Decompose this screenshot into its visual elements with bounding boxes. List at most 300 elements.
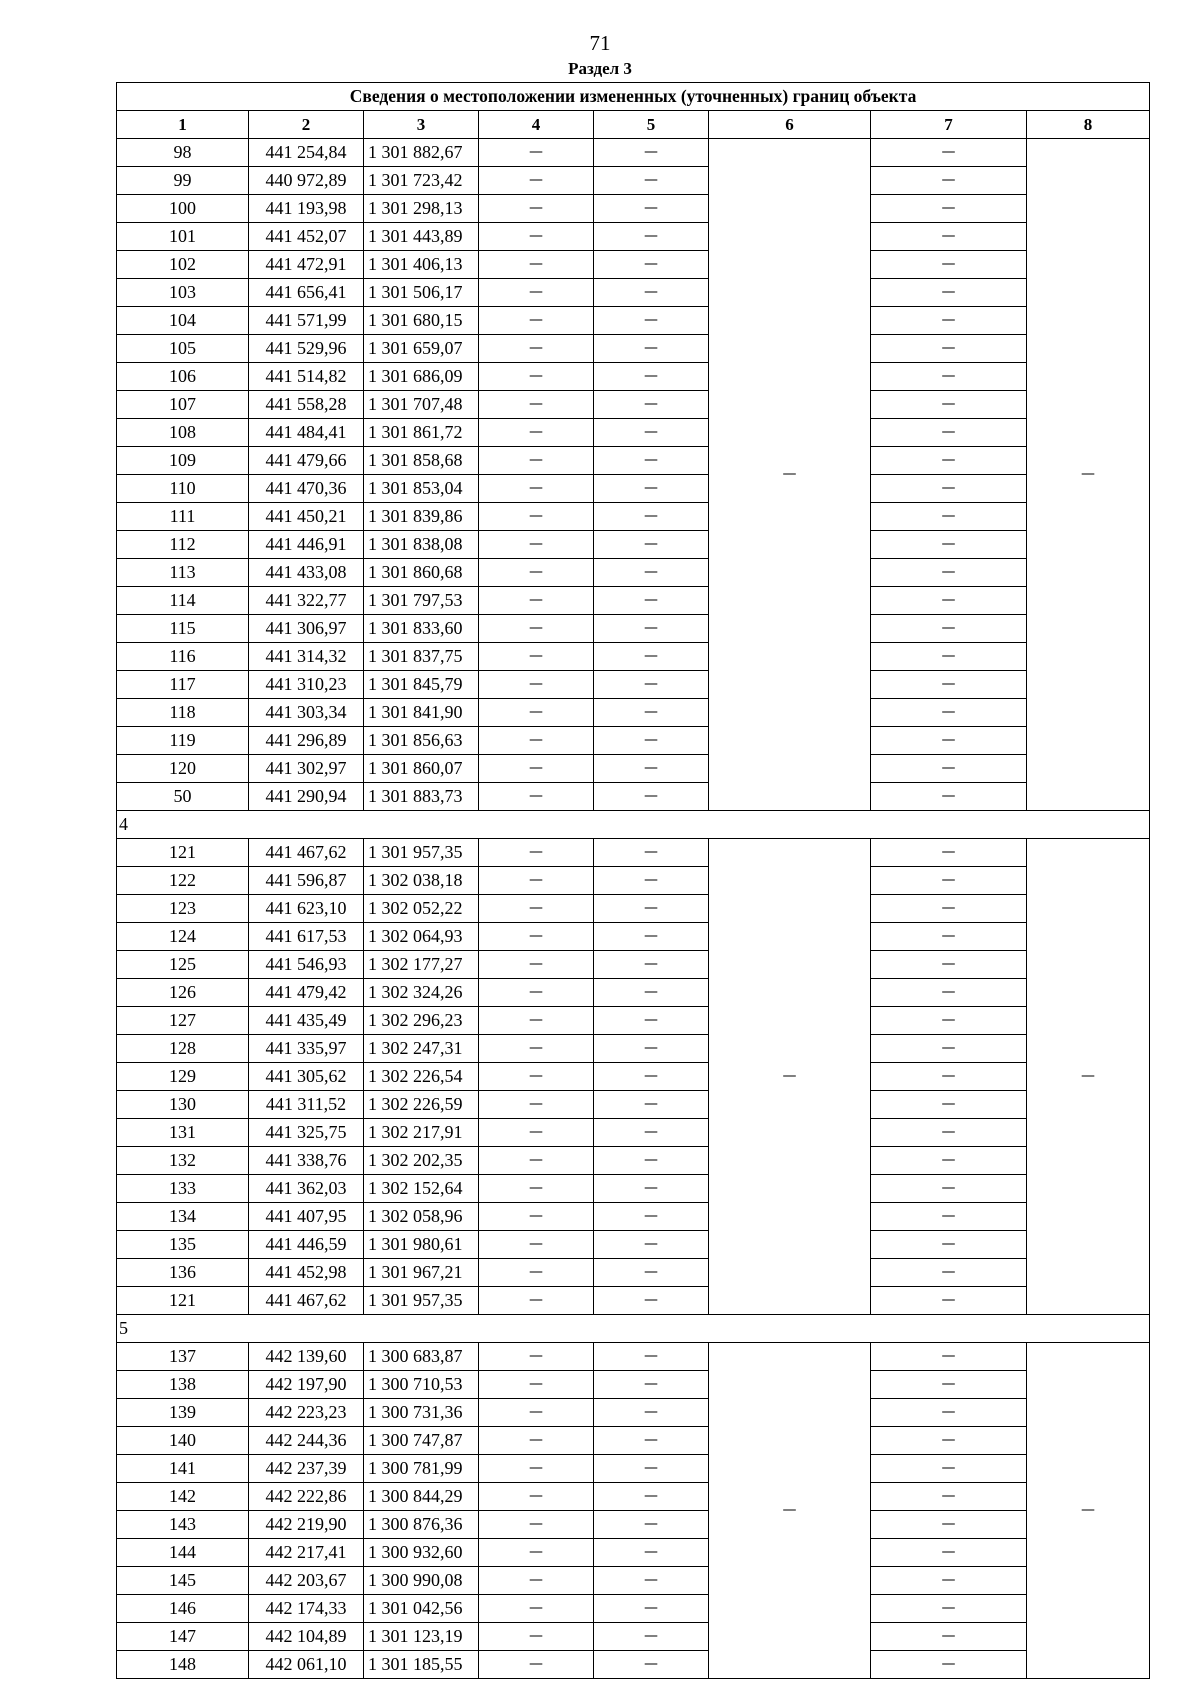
column-7-dash: — xyxy=(871,139,1027,167)
column-4-dash: — xyxy=(479,279,594,307)
group-header-row xyxy=(117,811,1150,839)
point-number-cell: 146 xyxy=(117,1595,249,1623)
column-4-dash: — xyxy=(479,1287,594,1315)
column-5-dash: — xyxy=(594,167,709,195)
column-4-dash: — xyxy=(479,1623,594,1651)
column-5-dash: — xyxy=(594,419,709,447)
point-number-cell: 144 xyxy=(117,1539,249,1567)
column-7-dash: — xyxy=(871,1147,1027,1175)
table-row xyxy=(117,671,1150,699)
column-4-dash: — xyxy=(479,1399,594,1427)
column-7-dash: — xyxy=(871,1623,1027,1651)
column-7-dash: — xyxy=(871,643,1027,671)
column-5-dash: — xyxy=(594,1399,709,1427)
column-5-dash: — xyxy=(594,531,709,559)
column-4-dash: — xyxy=(479,1567,594,1595)
column-7-dash: — xyxy=(871,839,1027,867)
column-5-dash: — xyxy=(594,1119,709,1147)
table-title: Сведения о местоположении измененных (уточненных) границ объекта xyxy=(117,83,1150,111)
y-coordinate-cell: 1 300 747,87 xyxy=(364,1427,479,1455)
x-coordinate-cell: 441 446,91 xyxy=(249,531,364,559)
column-5-dash: — xyxy=(594,1371,709,1399)
point-number-cell: 101 xyxy=(117,223,249,251)
group-label: 4 xyxy=(117,811,1150,839)
point-number-cell: 120 xyxy=(117,755,249,783)
y-coordinate-cell: 1 301 856,63 xyxy=(364,727,479,755)
column-5-dash: — xyxy=(594,1427,709,1455)
point-number-cell: 105 xyxy=(117,335,249,363)
point-number-cell: 124 xyxy=(117,923,249,951)
point-number-cell: 112 xyxy=(117,531,249,559)
point-number-cell: 126 xyxy=(117,979,249,1007)
table-row xyxy=(117,223,1150,251)
x-coordinate-cell: 441 656,41 xyxy=(249,279,364,307)
column-5-dash: — xyxy=(594,195,709,223)
table-row xyxy=(117,1007,1150,1035)
y-coordinate-cell: 1 301 845,79 xyxy=(364,671,479,699)
column-5-dash: — xyxy=(594,1035,709,1063)
table-row xyxy=(117,195,1150,223)
point-number-cell: 136 xyxy=(117,1259,249,1287)
column-7-dash: — xyxy=(871,923,1027,951)
table-row xyxy=(117,1511,1150,1539)
column-4-dash: — xyxy=(479,335,594,363)
column-4-dash: — xyxy=(479,1343,594,1371)
y-coordinate-cell: 1 301 860,68 xyxy=(364,559,479,587)
x-coordinate-cell: 441 311,52 xyxy=(249,1091,364,1119)
column-number: 5 xyxy=(594,111,709,139)
column-7-dash: — xyxy=(871,755,1027,783)
table-row xyxy=(117,979,1150,1007)
column-5-dash: — xyxy=(594,335,709,363)
y-coordinate-cell: 1 301 680,15 xyxy=(364,307,479,335)
column-4-dash: — xyxy=(479,643,594,671)
x-coordinate-cell: 441 452,98 xyxy=(249,1259,364,1287)
column-5-dash: — xyxy=(594,307,709,335)
column-7-dash: — xyxy=(871,1371,1027,1399)
table-row xyxy=(117,1343,1150,1371)
y-coordinate-cell: 1 301 967,21 xyxy=(364,1259,479,1287)
point-number-cell: 122 xyxy=(117,867,249,895)
table-row xyxy=(117,643,1150,671)
x-coordinate-cell: 441 362,03 xyxy=(249,1175,364,1203)
column-4-dash: — xyxy=(479,1119,594,1147)
column-7-dash: — xyxy=(871,1007,1027,1035)
point-number-cell: 113 xyxy=(117,559,249,587)
column-4-dash: — xyxy=(479,307,594,335)
column-7-dash: — xyxy=(871,363,1027,391)
point-number-cell: 103 xyxy=(117,279,249,307)
column-4-dash: — xyxy=(479,727,594,755)
table-row xyxy=(117,1203,1150,1231)
point-number-cell: 99 xyxy=(117,167,249,195)
y-coordinate-cell: 1 301 686,09 xyxy=(364,363,479,391)
x-coordinate-cell: 441 479,42 xyxy=(249,979,364,1007)
y-coordinate-cell: 1 301 723,42 xyxy=(364,167,479,195)
x-coordinate-cell: 442 244,36 xyxy=(249,1427,364,1455)
column-4-dash: — xyxy=(479,195,594,223)
column-7-dash: — xyxy=(871,503,1027,531)
point-number-cell: 106 xyxy=(117,363,249,391)
column-5-dash: — xyxy=(594,1623,709,1651)
table-row xyxy=(117,587,1150,615)
column-4-dash: — xyxy=(479,503,594,531)
column-8-merged-dash: — xyxy=(1027,839,1150,1315)
column-7-dash: — xyxy=(871,1231,1027,1259)
column-7-dash: — xyxy=(871,587,1027,615)
table-row xyxy=(117,251,1150,279)
column-number-row xyxy=(117,111,1150,139)
column-4-dash: — xyxy=(479,1091,594,1119)
column-4-dash: — xyxy=(479,1063,594,1091)
x-coordinate-cell: 441 322,77 xyxy=(249,587,364,615)
point-number-cell: 128 xyxy=(117,1035,249,1063)
x-coordinate-cell: 442 104,89 xyxy=(249,1623,364,1651)
x-coordinate-cell: 441 310,23 xyxy=(249,671,364,699)
table-title-row xyxy=(117,83,1150,111)
column-7-dash: — xyxy=(871,335,1027,363)
table-row xyxy=(117,1567,1150,1595)
table-row xyxy=(117,279,1150,307)
column-4-dash: — xyxy=(479,1483,594,1511)
x-coordinate-cell: 441 433,08 xyxy=(249,559,364,587)
x-coordinate-cell: 441 305,62 xyxy=(249,1063,364,1091)
column-4-dash: — xyxy=(479,979,594,1007)
column-4-dash: — xyxy=(479,1007,594,1035)
column-4-dash: — xyxy=(479,1203,594,1231)
column-5-dash: — xyxy=(594,1595,709,1623)
table-row xyxy=(117,1231,1150,1259)
column-5-dash: — xyxy=(594,615,709,643)
y-coordinate-cell: 1 301 861,72 xyxy=(364,419,479,447)
y-coordinate-cell: 1 301 841,90 xyxy=(364,699,479,727)
column-5-dash: — xyxy=(594,1147,709,1175)
x-coordinate-cell: 441 303,34 xyxy=(249,699,364,727)
column-5-dash: — xyxy=(594,755,709,783)
x-coordinate-cell: 441 529,96 xyxy=(249,335,364,363)
column-7-dash: — xyxy=(871,391,1027,419)
x-coordinate-cell: 441 452,07 xyxy=(249,223,364,251)
point-number-cell: 137 xyxy=(117,1343,249,1371)
y-coordinate-cell: 1 300 876,36 xyxy=(364,1511,479,1539)
x-coordinate-cell: 441 450,21 xyxy=(249,503,364,531)
page-number: 71 xyxy=(589,31,611,55)
y-coordinate-cell: 1 300 932,60 xyxy=(364,1539,479,1567)
column-5-dash: — xyxy=(594,783,709,811)
x-coordinate-cell: 442 139,60 xyxy=(249,1343,364,1371)
column-4-dash: — xyxy=(479,1511,594,1539)
column-4-dash: — xyxy=(479,447,594,475)
column-4-dash: — xyxy=(479,419,594,447)
column-7-dash: — xyxy=(871,475,1027,503)
column-5-dash: — xyxy=(594,1343,709,1371)
table-row xyxy=(117,1399,1150,1427)
column-5-dash: — xyxy=(594,671,709,699)
y-coordinate-cell: 1 301 838,08 xyxy=(364,531,479,559)
x-coordinate-cell: 441 314,32 xyxy=(249,643,364,671)
column-5-dash: — xyxy=(594,951,709,979)
x-coordinate-cell: 441 467,62 xyxy=(249,1287,364,1315)
column-5-dash: — xyxy=(594,447,709,475)
column-4-dash: — xyxy=(479,1455,594,1483)
y-coordinate-cell: 1 302 324,26 xyxy=(364,979,479,1007)
column-5-dash: — xyxy=(594,895,709,923)
column-7-dash: — xyxy=(871,419,1027,447)
column-4-dash: — xyxy=(479,1539,594,1567)
x-coordinate-cell: 441 435,49 xyxy=(249,1007,364,1035)
y-coordinate-cell: 1 300 781,99 xyxy=(364,1455,479,1483)
column-7-dash: — xyxy=(871,1651,1027,1679)
y-coordinate-cell: 1 300 683,87 xyxy=(364,1343,479,1371)
column-5-dash: — xyxy=(594,475,709,503)
column-4-dash: — xyxy=(479,167,594,195)
y-coordinate-cell: 1 301 957,35 xyxy=(364,1287,479,1315)
column-4-dash: — xyxy=(479,839,594,867)
point-number-cell: 135 xyxy=(117,1231,249,1259)
point-number-cell: 109 xyxy=(117,447,249,475)
table-row xyxy=(117,559,1150,587)
y-coordinate-cell: 1 301 797,53 xyxy=(364,587,479,615)
column-7-dash: — xyxy=(871,1427,1027,1455)
point-number-cell: 145 xyxy=(117,1567,249,1595)
x-coordinate-cell: 441 407,95 xyxy=(249,1203,364,1231)
table-row xyxy=(117,951,1150,979)
column-7-dash: — xyxy=(871,223,1027,251)
point-number-cell: 110 xyxy=(117,475,249,503)
column-7-dash: — xyxy=(871,1483,1027,1511)
y-coordinate-cell: 1 302 052,22 xyxy=(364,895,479,923)
column-7-dash: — xyxy=(871,1259,1027,1287)
y-coordinate-cell: 1 302 202,35 xyxy=(364,1147,479,1175)
point-number-cell: 133 xyxy=(117,1175,249,1203)
table-row xyxy=(117,755,1150,783)
x-coordinate-cell: 441 514,82 xyxy=(249,363,364,391)
point-number-cell: 148 xyxy=(117,1651,249,1679)
column-4-dash: — xyxy=(479,867,594,895)
column-7-dash: — xyxy=(871,1455,1027,1483)
point-number-cell: 123 xyxy=(117,895,249,923)
y-coordinate-cell: 1 302 152,64 xyxy=(364,1175,479,1203)
y-coordinate-cell: 1 301 443,89 xyxy=(364,223,479,251)
column-5-dash: — xyxy=(594,1231,709,1259)
y-coordinate-cell: 1 302 226,59 xyxy=(364,1091,479,1119)
column-7-dash: — xyxy=(871,1511,1027,1539)
column-4-dash: — xyxy=(479,1651,594,1679)
column-5-dash: — xyxy=(594,1539,709,1567)
y-coordinate-cell: 1 301 883,73 xyxy=(364,783,479,811)
column-4-dash: — xyxy=(479,139,594,167)
y-coordinate-cell: 1 301 858,68 xyxy=(364,447,479,475)
table-row xyxy=(117,699,1150,727)
table-row xyxy=(117,867,1150,895)
column-4-dash: — xyxy=(479,1147,594,1175)
point-number-cell: 104 xyxy=(117,307,249,335)
column-8-merged-dash: — xyxy=(1027,139,1150,811)
table-row xyxy=(117,531,1150,559)
y-coordinate-cell: 1 300 844,29 xyxy=(364,1483,479,1511)
column-4-dash: — xyxy=(479,783,594,811)
column-4-dash: — xyxy=(479,923,594,951)
point-number-cell: 107 xyxy=(117,391,249,419)
x-coordinate-cell: 441 290,94 xyxy=(249,783,364,811)
point-number-cell: 139 xyxy=(117,1399,249,1427)
column-6-merged-dash: — xyxy=(709,839,871,1315)
column-5-dash: — xyxy=(594,1063,709,1091)
column-number: 3 xyxy=(364,111,479,139)
x-coordinate-cell: 442 219,90 xyxy=(249,1511,364,1539)
column-7-dash: — xyxy=(871,531,1027,559)
column-6-merged-dash: — xyxy=(709,139,871,811)
table-row xyxy=(117,1623,1150,1651)
column-5-dash: — xyxy=(594,1007,709,1035)
y-coordinate-cell: 1 300 731,36 xyxy=(364,1399,479,1427)
table-row xyxy=(117,363,1150,391)
x-coordinate-cell: 441 254,84 xyxy=(249,139,364,167)
x-coordinate-cell: 441 296,89 xyxy=(249,727,364,755)
x-coordinate-cell: 442 203,67 xyxy=(249,1567,364,1595)
column-4-dash: — xyxy=(479,1427,594,1455)
column-7-dash: — xyxy=(871,167,1027,195)
y-coordinate-cell: 1 301 123,19 xyxy=(364,1623,479,1651)
point-number-cell: 147 xyxy=(117,1623,249,1651)
table-row xyxy=(117,1119,1150,1147)
column-7-dash: — xyxy=(871,1567,1027,1595)
column-4-dash: — xyxy=(479,699,594,727)
point-number-cell: 114 xyxy=(117,587,249,615)
column-6-merged-dash: — xyxy=(709,1343,871,1679)
column-4-dash: — xyxy=(479,587,594,615)
y-coordinate-cell: 1 302 226,54 xyxy=(364,1063,479,1091)
column-4-dash: — xyxy=(479,363,594,391)
column-7-dash: — xyxy=(871,727,1027,755)
point-number-cell: 121 xyxy=(117,839,249,867)
x-coordinate-cell: 441 623,10 xyxy=(249,895,364,923)
y-coordinate-cell: 1 302 058,96 xyxy=(364,1203,479,1231)
x-coordinate-cell: 441 472,91 xyxy=(249,251,364,279)
column-4-dash: — xyxy=(479,223,594,251)
point-number-cell: 140 xyxy=(117,1427,249,1455)
column-4-dash: — xyxy=(479,391,594,419)
table-row xyxy=(117,727,1150,755)
y-coordinate-cell: 1 302 064,93 xyxy=(364,923,479,951)
column-5-dash: — xyxy=(594,923,709,951)
x-coordinate-cell: 441 306,97 xyxy=(249,615,364,643)
column-7-dash: — xyxy=(871,1343,1027,1371)
column-7-dash: — xyxy=(871,1119,1027,1147)
column-7-dash: — xyxy=(871,1203,1027,1231)
x-coordinate-cell: 442 222,86 xyxy=(249,1483,364,1511)
point-number-cell: 143 xyxy=(117,1511,249,1539)
x-coordinate-cell: 441 302,97 xyxy=(249,755,364,783)
table-row xyxy=(117,1147,1150,1175)
column-4-dash: — xyxy=(479,1035,594,1063)
y-coordinate-cell: 1 301 860,07 xyxy=(364,755,479,783)
x-coordinate-cell: 441 325,75 xyxy=(249,1119,364,1147)
y-coordinate-cell: 1 301 853,04 xyxy=(364,475,479,503)
column-5-dash: — xyxy=(594,587,709,615)
y-coordinate-cell: 1 301 837,75 xyxy=(364,643,479,671)
table-row xyxy=(117,475,1150,503)
table-row xyxy=(117,335,1150,363)
y-coordinate-cell: 1 301 659,07 xyxy=(364,335,479,363)
column-4-dash: — xyxy=(479,475,594,503)
column-5-dash: — xyxy=(594,643,709,671)
point-number-cell: 130 xyxy=(117,1091,249,1119)
y-coordinate-cell: 1 300 710,53 xyxy=(364,1371,479,1399)
column-5-dash: — xyxy=(594,1567,709,1595)
x-coordinate-cell: 441 546,93 xyxy=(249,951,364,979)
table-row xyxy=(117,895,1150,923)
column-7-dash: — xyxy=(871,1175,1027,1203)
x-coordinate-cell: 442 061,10 xyxy=(249,1651,364,1679)
y-coordinate-cell: 1 301 833,60 xyxy=(364,615,479,643)
x-coordinate-cell: 441 484,41 xyxy=(249,419,364,447)
point-number-cell: 125 xyxy=(117,951,249,979)
point-number-cell: 102 xyxy=(117,251,249,279)
column-4-dash: — xyxy=(479,615,594,643)
x-coordinate-cell: 441 446,59 xyxy=(249,1231,364,1259)
column-5-dash: — xyxy=(594,363,709,391)
column-7-dash: — xyxy=(871,895,1027,923)
table-row xyxy=(117,1287,1150,1315)
column-number: 8 xyxy=(1027,111,1150,139)
table-row xyxy=(117,615,1150,643)
point-number-cell: 134 xyxy=(117,1203,249,1231)
x-coordinate-cell: 441 338,76 xyxy=(249,1147,364,1175)
column-7-dash: — xyxy=(871,1035,1027,1063)
table-row xyxy=(117,307,1150,335)
point-number-cell: 50 xyxy=(117,783,249,811)
column-4-dash: — xyxy=(479,1259,594,1287)
point-number-cell: 138 xyxy=(117,1371,249,1399)
x-coordinate-cell: 441 470,36 xyxy=(249,475,364,503)
column-5-dash: — xyxy=(594,559,709,587)
column-7-dash: — xyxy=(871,251,1027,279)
column-5-dash: — xyxy=(594,1091,709,1119)
point-number-cell: 129 xyxy=(117,1063,249,1091)
column-7-dash: — xyxy=(871,951,1027,979)
column-5-dash: — xyxy=(594,1511,709,1539)
table-row xyxy=(117,167,1150,195)
point-number-cell: 118 xyxy=(117,699,249,727)
table-row xyxy=(117,139,1150,167)
x-coordinate-cell: 442 237,39 xyxy=(249,1455,364,1483)
table-row xyxy=(117,1259,1150,1287)
table-row xyxy=(117,1175,1150,1203)
point-number-cell: 98 xyxy=(117,139,249,167)
column-7-dash: — xyxy=(871,1091,1027,1119)
y-coordinate-cell: 1 301 185,55 xyxy=(364,1651,479,1679)
x-coordinate-cell: 441 558,28 xyxy=(249,391,364,419)
y-coordinate-cell: 1 302 296,23 xyxy=(364,1007,479,1035)
column-5-dash: — xyxy=(594,1455,709,1483)
x-coordinate-cell: 442 217,41 xyxy=(249,1539,364,1567)
column-5-dash: — xyxy=(594,1203,709,1231)
column-number: 2 xyxy=(249,111,364,139)
x-coordinate-cell: 441 467,62 xyxy=(249,839,364,867)
column-number: 1 xyxy=(117,111,249,139)
table-row xyxy=(117,1035,1150,1063)
table-row xyxy=(117,783,1150,811)
column-5-dash: — xyxy=(594,139,709,167)
point-number-cell: 127 xyxy=(117,1007,249,1035)
column-7-dash: — xyxy=(871,1287,1027,1315)
column-5-dash: — xyxy=(594,1287,709,1315)
column-4-dash: — xyxy=(479,671,594,699)
y-coordinate-cell: 1 301 980,61 xyxy=(364,1231,479,1259)
column-5-dash: — xyxy=(594,279,709,307)
table-row xyxy=(117,1427,1150,1455)
